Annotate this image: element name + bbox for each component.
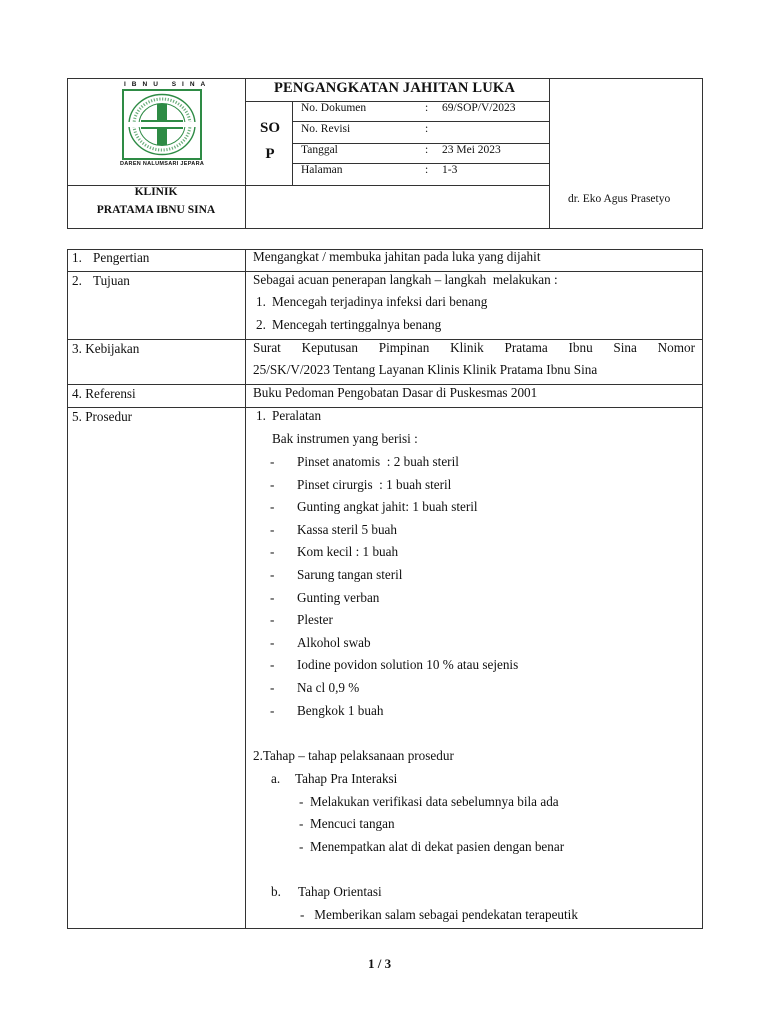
field-sep: : bbox=[425, 102, 429, 114]
field-label-halaman: Halaman bbox=[301, 164, 343, 176]
row-tujuan-number: 2. bbox=[72, 273, 82, 288]
logo-bottom-text: DAREN NALUMSARI JEPARA bbox=[120, 161, 205, 167]
dash-bullet: - bbox=[299, 816, 304, 831]
dash-bullet: - bbox=[270, 634, 275, 650]
peralatan-number: 1. bbox=[256, 408, 266, 423]
row-referensi-label: 4. Referensi bbox=[72, 386, 136, 401]
row-pengertian-label: Pengertian bbox=[93, 250, 150, 265]
list-item: - Iodine povidon solution 10 % atau sejenis bbox=[270, 654, 690, 677]
field-label-tanggal: Tanggal bbox=[301, 144, 338, 156]
doctor-signature-name: dr. Eko Agus Prasetyo bbox=[568, 193, 671, 205]
dash-bullet: - bbox=[270, 454, 275, 469]
pra-interaksi-title: Tahap Pra Interaksi bbox=[295, 771, 398, 786]
list-item: - Memberikan salam sebagai pendekatan terapeutik bbox=[300, 907, 578, 922]
dash-bullet: - bbox=[270, 612, 275, 628]
list-item: - Bengkok 1 buah bbox=[270, 700, 690, 723]
list-item: - Gunting verban bbox=[270, 587, 690, 610]
sop-label-line1: SO bbox=[259, 120, 280, 136]
dash-bullet: - bbox=[299, 839, 304, 854]
list-item: - Mencuci tangan bbox=[299, 816, 395, 831]
dash-bullet: - bbox=[299, 794, 304, 809]
tujuan-item-number: 2. bbox=[256, 317, 266, 332]
list-item: - Sarung tangan steril bbox=[270, 564, 690, 587]
field-sep: : bbox=[425, 123, 429, 135]
list-item: - Pinset cirurgis : 1 buah steril bbox=[270, 474, 690, 497]
list-item: - Kassa steril 5 buah bbox=[270, 519, 690, 542]
dash-bullet: - bbox=[270, 702, 275, 718]
orientasi-title: Tahap Orientasi bbox=[298, 884, 382, 899]
field-label-no-revisi: No. Revisi bbox=[301, 123, 351, 135]
row-prosedur-label: 5. Prosedur bbox=[72, 409, 133, 424]
field-sep: : bbox=[425, 164, 429, 176]
list-item: - Melakukan verifikasi data sebelumnya bila ada bbox=[299, 794, 559, 809]
list-item: - Gunting angkat jahit: 1 buah steril bbox=[270, 496, 690, 519]
dash-bullet: - bbox=[270, 476, 275, 492]
pengertian-text: Mengangkat / membuka jahitan pada luka yang dijahit bbox=[253, 249, 541, 264]
field-value-tanggal: 23 Mei 2023 bbox=[442, 144, 501, 156]
list-item: - Alkohol swab bbox=[270, 632, 690, 655]
kebijakan-text-line2: 25/SK/V/2023 Tentang Layanan Klinis Klinik Pratama Ibnu Sina bbox=[253, 362, 598, 377]
tujuan-item: Mencegah tertinggalnya benang bbox=[272, 317, 442, 332]
page-number: 1 / 3 bbox=[368, 956, 392, 971]
sop-label-line2: P bbox=[265, 146, 275, 162]
row-kebijakan-label: 3. Kebijakan bbox=[72, 341, 140, 356]
dash-bullet: - bbox=[270, 544, 275, 560]
dash-bullet: - bbox=[270, 566, 275, 582]
document-title: PENGANGKATAN JAHITAN LUKA bbox=[274, 80, 516, 96]
clinic-logo bbox=[118, 80, 212, 170]
field-value-halaman: 1-3 bbox=[442, 164, 458, 176]
tujuan-item-number: 1. bbox=[256, 294, 266, 309]
kebijakan-text-line1: Surat Keputusan Pimpinan Klinik Pratama Ibnu Sina Nomor bbox=[253, 340, 695, 355]
clinic-name-line1: KLINIK bbox=[134, 186, 178, 198]
tahap-title: 2.Tahap – tahap pelaksanaan prosedur bbox=[253, 748, 454, 763]
tujuan-intro: Sebagai acuan penerapan langkah – langkah melakukan : bbox=[253, 272, 558, 287]
peralatan-title: Peralatan bbox=[272, 408, 322, 423]
clinic-name-line2: PRATAMA IBNU SINA bbox=[96, 204, 216, 216]
bak-instrumen-intro: Bak instrumen yang berisi : bbox=[272, 431, 418, 446]
row-pengertian-number: 1. bbox=[72, 250, 82, 265]
list-item: - Menempatkan alat di dekat pasien dengan benar bbox=[299, 839, 565, 854]
field-sep: : bbox=[425, 144, 429, 156]
dash-bullet: - bbox=[270, 679, 275, 695]
field-label-no-dokumen: No. Dokumen bbox=[301, 102, 367, 114]
equipment-list bbox=[270, 451, 690, 722]
logo-emblem bbox=[122, 89, 202, 160]
list-item: - Pinset anatomis : 2 buah steril bbox=[270, 451, 690, 474]
list-item: - Na cl 0,9 % bbox=[270, 677, 690, 700]
field-value-no-dokumen: 69/SOP/V/2023 bbox=[442, 102, 516, 114]
row-tujuan-label: Tujuan bbox=[93, 273, 130, 288]
referensi-text: Buku Pedoman Pengobatan Dasar di Puskesmas 2001 bbox=[253, 385, 538, 400]
list-item: - Kom kecil : 1 buah bbox=[270, 541, 690, 564]
list-item: - Plester bbox=[270, 609, 690, 632]
orientasi-letter: b. bbox=[271, 884, 281, 899]
tujuan-item: Mencegah terjadinya infeksi dari benang bbox=[272, 294, 488, 309]
dash-bullet: - bbox=[270, 589, 275, 605]
dash-bullet: - bbox=[270, 499, 275, 515]
dash-bullet: - bbox=[270, 521, 275, 537]
logo-top-text: IBNU SINA bbox=[124, 81, 212, 88]
pra-interaksi-letter: a. bbox=[271, 771, 281, 786]
dash-bullet: - bbox=[300, 907, 305, 922]
dash-bullet: - bbox=[270, 657, 275, 673]
